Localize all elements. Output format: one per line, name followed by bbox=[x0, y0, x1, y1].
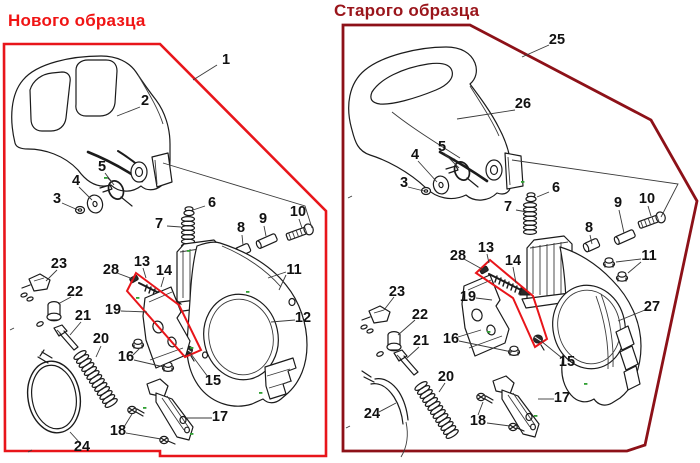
pin-old bbox=[613, 229, 635, 245]
part-label-24: 24 bbox=[73, 439, 91, 455]
block-22-new bbox=[36, 302, 61, 328]
part-label-4: 4 bbox=[410, 147, 420, 163]
part-label-19: 19 bbox=[459, 289, 477, 305]
part-label-28: 28 bbox=[449, 248, 467, 264]
latch-23-old bbox=[360, 306, 390, 334]
part-label-27: 27 bbox=[643, 299, 661, 315]
part-label-7: 7 bbox=[503, 199, 513, 215]
part-label-8: 8 bbox=[584, 220, 594, 236]
latch-23-new bbox=[20, 274, 50, 302]
part-label-8: 8 bbox=[236, 220, 246, 236]
hand-guard-new bbox=[12, 56, 172, 191]
assembly-axis-old bbox=[512, 160, 678, 217]
title-new-style: Нового образца bbox=[8, 11, 146, 30]
part-label-21: 21 bbox=[412, 333, 430, 349]
part-label-19: 19 bbox=[104, 302, 122, 318]
part-label-9: 9 bbox=[613, 195, 623, 211]
part-label-5: 5 bbox=[437, 139, 447, 155]
parts-new bbox=[12, 56, 315, 444]
part-label-22: 22 bbox=[411, 307, 429, 323]
part-label-15: 15 bbox=[204, 373, 222, 389]
part-label-6: 6 bbox=[207, 195, 217, 211]
part-label-4: 4 bbox=[71, 173, 81, 189]
part-label-25: 25 bbox=[548, 32, 566, 48]
part-label-7: 7 bbox=[154, 216, 164, 232]
part-label-11: 11 bbox=[286, 262, 302, 278]
part-label-13: 13 bbox=[477, 240, 495, 256]
spring-and-nut-old bbox=[524, 193, 537, 235]
part-label-17: 17 bbox=[211, 409, 229, 425]
part-label-20: 20 bbox=[437, 369, 455, 385]
part-label-28: 28 bbox=[102, 262, 120, 278]
bolt-new bbox=[285, 223, 315, 243]
part-label-3: 3 bbox=[399, 175, 409, 191]
part-label-1: 1 bbox=[221, 52, 231, 68]
part-label-9: 9 bbox=[258, 211, 268, 227]
chain-catcher-new bbox=[147, 379, 193, 440]
lever-plate-old bbox=[459, 275, 509, 356]
part-label-11: 11 bbox=[641, 248, 657, 264]
part-label-20: 20 bbox=[92, 331, 110, 347]
part-label-6: 6 bbox=[551, 180, 561, 196]
part-label-26: 26 bbox=[514, 96, 532, 112]
part-label-23: 23 bbox=[50, 256, 68, 272]
part-label-13: 13 bbox=[133, 254, 151, 270]
part-label-15: 15 bbox=[558, 354, 576, 370]
part-label-16: 16 bbox=[442, 331, 460, 347]
title-old-style: Старого образца bbox=[334, 1, 480, 20]
part-label-12: 12 bbox=[294, 310, 312, 326]
lever-21-old bbox=[394, 350, 418, 375]
part-label-14: 14 bbox=[504, 253, 522, 269]
part-label-17: 17 bbox=[553, 390, 571, 406]
clutch-cover-new bbox=[187, 242, 307, 406]
part-label-18: 18 bbox=[469, 413, 487, 429]
part-label-24: 24 bbox=[363, 406, 381, 422]
part-label-21: 21 bbox=[74, 308, 92, 324]
part-label-10: 10 bbox=[289, 204, 307, 220]
brake-band-old bbox=[362, 371, 408, 457]
part-label-14: 14 bbox=[155, 263, 173, 279]
brake-spring-new bbox=[73, 349, 119, 409]
part-label-18: 18 bbox=[109, 423, 127, 439]
part-label-5: 5 bbox=[97, 159, 107, 175]
part-label-16: 16 bbox=[117, 349, 135, 365]
part-label-3: 3 bbox=[52, 191, 62, 207]
part-label-22: 22 bbox=[66, 284, 84, 300]
brake-spring-old bbox=[414, 380, 460, 440]
part-label-23: 23 bbox=[388, 284, 406, 300]
part-label-10: 10 bbox=[638, 191, 656, 207]
spring-and-nut-new bbox=[182, 207, 195, 249]
pin-new bbox=[255, 233, 277, 249]
part-label-2: 2 bbox=[140, 93, 150, 109]
lever-21-new bbox=[54, 325, 78, 350]
